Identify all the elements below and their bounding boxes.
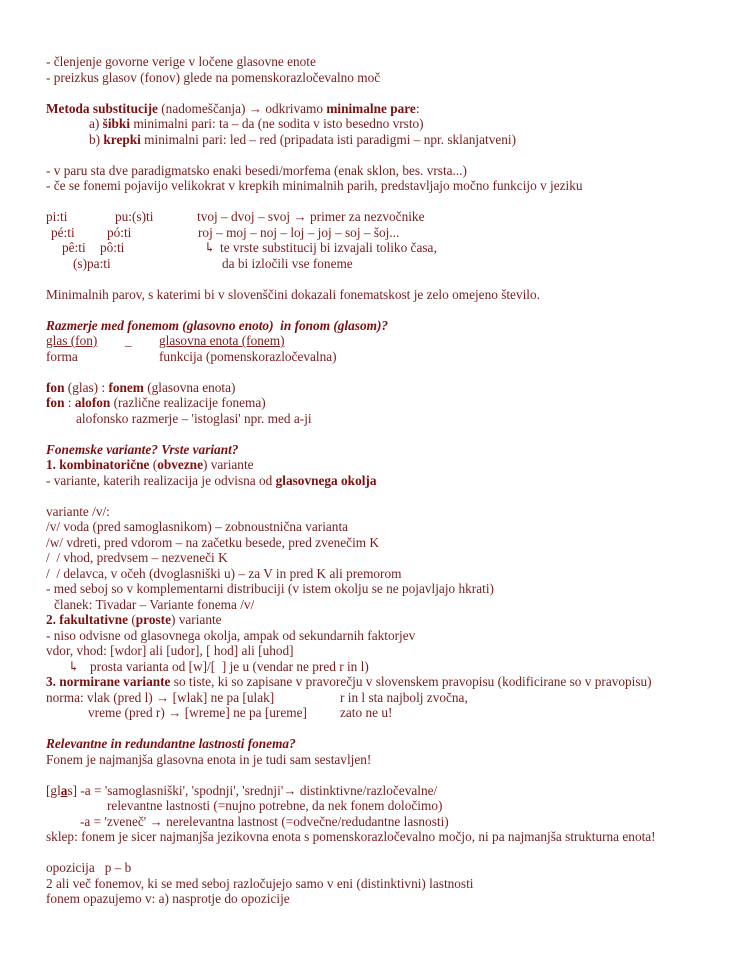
text: vreme (pred r) → [wreme] ne pa [ureme] [88,705,307,720]
bold-term: glasovnega okolja [275,472,377,488]
text-line: variante /v/: [46,503,110,519]
text-line: Fonem je najmanjša glasovna enota in je tudi sam sestavljen! [46,751,372,767]
bold-term: proste [135,612,171,627]
text: funkcija (pomenskorazločevalna) [159,348,337,364]
example-row [46,256,726,272]
text-line [46,473,726,489]
text: pê:ti [62,240,86,255]
bold-term: fon [46,395,65,410]
text: ( [128,612,136,627]
text: zato ne u! [340,705,393,720]
bold-term: 2. fakultativne [46,612,129,627]
text: (glasovna enota) [143,379,236,395]
section-heading: Fonemske variante? Vrste variant? [46,441,239,457]
relation-row [46,349,726,365]
text-line: - če se fonemi pojavijo velikokrat v krepkih minimalnih parih, predstavljajo močno funkcijo v jeziku [46,178,583,193]
text: ( [149,457,158,472]
text: prosta varianta od [w]/[ ] je u (vendar ne pred r in l) [90,658,369,674]
example-row [46,225,726,241]
return-arrow-icon: ↳ [204,240,216,255]
text: minimalni pari: led – red (pripadata isti paradigmi – npr. sklanjatveni) [140,131,517,147]
text-line: vdor, vhod: [wdor] ali [udor], [ hod] ali [uhod] [46,643,294,658]
text-line: 2 ali več fonemov, ki se med seboj razločujejo samo v eni (distinktivni) lastnosti [46,875,474,891]
text: glas (fon) [46,333,98,348]
text-line [46,674,726,690]
text-line: - niso odvisne od glasovnega okolja, ampak od sekundarnih faktorjev [46,627,416,643]
text-line: - preizkus glasov (fonov) glede na pomenskorazločevalno moč [46,69,381,85]
text: ) variante [202,457,254,472]
bold-term: 1. kombinatorične [46,457,150,472]
text-line [46,612,726,628]
text: odkrivamo [262,100,327,116]
text: : [415,100,420,116]
text-line: /w/ vdreti, pred vdorom – na začetku besede, pred zvenečim K [46,534,380,550]
bold-term: a [60,782,68,798]
bold-term: alofon [74,395,111,410]
text: da bi izločili vse foneme [222,255,353,271]
text: (različne realizacije fonema) [110,395,266,410]
text: glasovna enota (fonem) [159,333,285,348]
text-line: - členjenje govorne verige v ločene glasovne enote [46,54,316,69]
text: [gl [46,782,61,798]
text-line: alofonsko razmerje – 'istoglasi' npr. med a-ji [76,410,312,426]
text-line [46,783,726,799]
bold-term: obvezne [157,457,203,472]
text-line: / / delavca, v očeh (dvoglasniški u) – za V in pred K ali premorom [46,565,402,581]
text: forma [46,348,78,364]
text: -a = 'samoglasniški', 'spodnji', 'srednji'→ distinktivne/razločevalne/ [77,782,438,798]
example-row [46,240,726,256]
text-line [46,705,726,721]
text: _ [125,333,132,348]
text: ) variante [171,612,222,627]
substitution-title: Metoda substitucije [46,100,158,116]
text: a) [89,116,103,131]
text-line: opozicija p – b [46,860,132,875]
list-item [89,132,726,148]
list-item [89,116,726,132]
text: : [64,395,75,410]
text: te vrste substitucij bi izvajali toliko časa, [220,240,437,255]
document-page [46,54,726,907]
text-line: /v/ voda (pred samoglasnikom) – zobnoustnična varianta [46,519,349,534]
text-line: -a = 'zveneč' → nerelevantna lastnost (=odvečne/redudantne lasnosti) [80,813,449,829]
bold-term: šibki [102,116,131,131]
text-line [46,690,726,706]
bold-term: fonem [108,379,144,395]
arrow-icon: → [248,100,263,116]
text: so tiste, ki so zapisane v pravorečju v slovenskem pravopisu (kodificirane so v pravopisu) [170,674,652,689]
text-line: relevantne lastnosti (=nujno potrebne, da nek fonem določimo) [107,798,443,813]
text: pó:ti [107,224,132,240]
text: tvoj – dvoj – svoj → primer za nezvočnike [197,209,425,224]
section-heading: Relevantne in redundantne lastnosti fonema? [46,736,296,751]
text: roj – moj – noj – loj – joj – soj – šoj... [198,224,400,240]
text-line [46,395,726,411]
text-line: / / vhod, predvsem – nezveneči K [46,550,228,565]
relation-row [46,333,726,349]
text: minimalni pari: ta – da (ne sodita v isto besedno vrsto) [130,116,424,131]
text: s] [67,782,78,798]
text-line: - v paru sta dve paradigmatsko enaki besedi/morfema (enak sklon, bes. vrsta...) [46,162,467,178]
text: r in l sta najbolj zvočna, [340,689,468,705]
bold-term: 3. normirane variante [46,674,171,689]
bold-term: fon [46,379,65,395]
text-line [46,380,726,396]
bold-term: minimalne pare [326,100,416,116]
text-line: članek: Tivadar – Variante fonema /v/ [54,596,255,612]
text-line [46,457,726,473]
text: b) [89,131,104,147]
return-arrow-icon: ↳ [68,658,80,674]
text: pi:ti [46,209,68,224]
bold-term: krepki [103,131,141,147]
example-row [46,209,726,225]
text: pu:(s)ti [115,209,154,224]
text: (nadomeščanja) [157,100,249,116]
text-line: sklep: fonem je sicer najmanjša jezikovna enota s pomenskorazločevalno močjo, ni pa najmanjša strukturna enota! [46,829,656,844]
text-line: - med seboj so v komplementarni distribuciji (v istem okolju se ne pojavljajo hkrati) [46,581,494,596]
text-line: Minimalnih parov, s katerimi bi v slovenščini dokazali fonematskost je zelo omejeno število. [46,286,540,302]
text: pô:ti [100,240,125,255]
text: pé:ti [51,224,75,240]
text: (glas) : [64,379,109,395]
substitution-line [46,101,726,117]
text-line: fonem opazujemo v: a) nasprotje do opozicije [46,891,290,906]
text: (s)pa:ti [73,255,111,271]
text-line [46,659,726,675]
text: - variante, katerih realizacija je odvisna od [46,472,276,488]
text: norma: vlak (pred l) → [wlak] ne pa [ulak] [46,689,275,705]
section-heading: Razmerje med fonemom (glasovno enoto) in fonom (glasom)? [46,317,389,333]
